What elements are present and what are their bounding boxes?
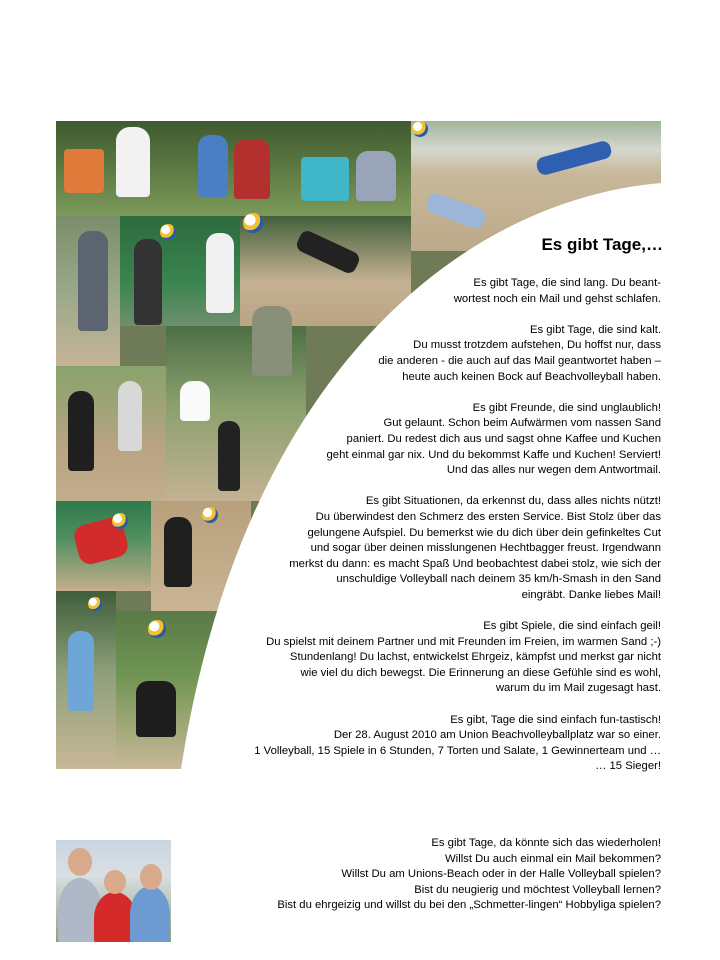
article-title: Es gibt Tage,… — [541, 235, 663, 254]
paragraph-games: Es gibt Spiele, die sind einfach geil! Du spielst mit deinem Partner und mit Freunden im Freien, im warmen Sand ;-) Stundenlang! Du lachst, entwickelst Ehrgeiz, kämpfst und merkst gar nicht wie viel du dich bewegst. Die Erinnerung an diese Gefühle sind es wohl, warum du im Mail zugesagt hast. — [266, 620, 661, 695]
paragraph-situations: Es gibt Situationen, da erkennst du, dass alles nichts nützt! Du überwindest den Schmerz des ersten Service. Bist Stolz über das gelungene Aufspiel. Du bemerkst wie du dich über dein gefinkeltes Cut und sogar über deinen misslungenen Hechtbagger freust. Irgendwann merkst du dann: es macht Spaß Und beobachtest dabei stolz, wie sich der unschuldige Volleyball nach deinem 35 km/h-Smash in den Sand eingräbt. Danke liebes Mail! — [289, 495, 661, 601]
paragraph-fun-days: Es gibt, Tage die sind einfach fun-tastisch! Der 28. August 2010 am Union Beachvolleyballplatz war so einer. 1 Volleyball, 15 Spiele in 6 Stunden, 7 Torten und Salate, 1 Gewinnerteam und … … 15 Sieger! — [254, 713, 661, 773]
person-head — [140, 864, 162, 890]
paragraph-cold-days: Es gibt Tage, die sind kalt. Du musst trotzdem aufstehen, Du hoffst nur, dass die anderen - die auch auf das Mail geantwortet haben – heute auch keinen Bock auf Beachvolleyball haben. — [378, 323, 661, 383]
paragraph-long-days: Es gibt Tage, die sind lang. Du beant- wortest noch ein Mail und gehst schlafen. — [453, 277, 661, 305]
team-photo — [56, 840, 171, 942]
closing-text: Es gibt Tage, da könnte sich das wiederholen! Willst Du auch einmal ein Mail bekommen? Willst Du am Unions-Beach oder in der Halle Volleyball spielen? Bist du neugierig und möchtest Volleyball lernen? Bist du ehrgeizig und willst du bei den „Schmetter-lingen“ Hobbyliga spielen? — [277, 837, 661, 912]
person-head — [104, 870, 126, 894]
paragraph-friends: Es gibt Freunde, die sind unglaublich! Gut gelaunt. Schon beim Aufwärmen vom nassen Sand paniert. Du redest dich aus und sagst ohne Kaffee und Kuchen geht einmal gar nix. Und du bekommst Kaffe und Kuchen! Serviert! Und das alles nur wegen dem Antwortmail. — [326, 401, 661, 477]
person-head — [68, 848, 92, 876]
article-body — [161, 276, 661, 775]
